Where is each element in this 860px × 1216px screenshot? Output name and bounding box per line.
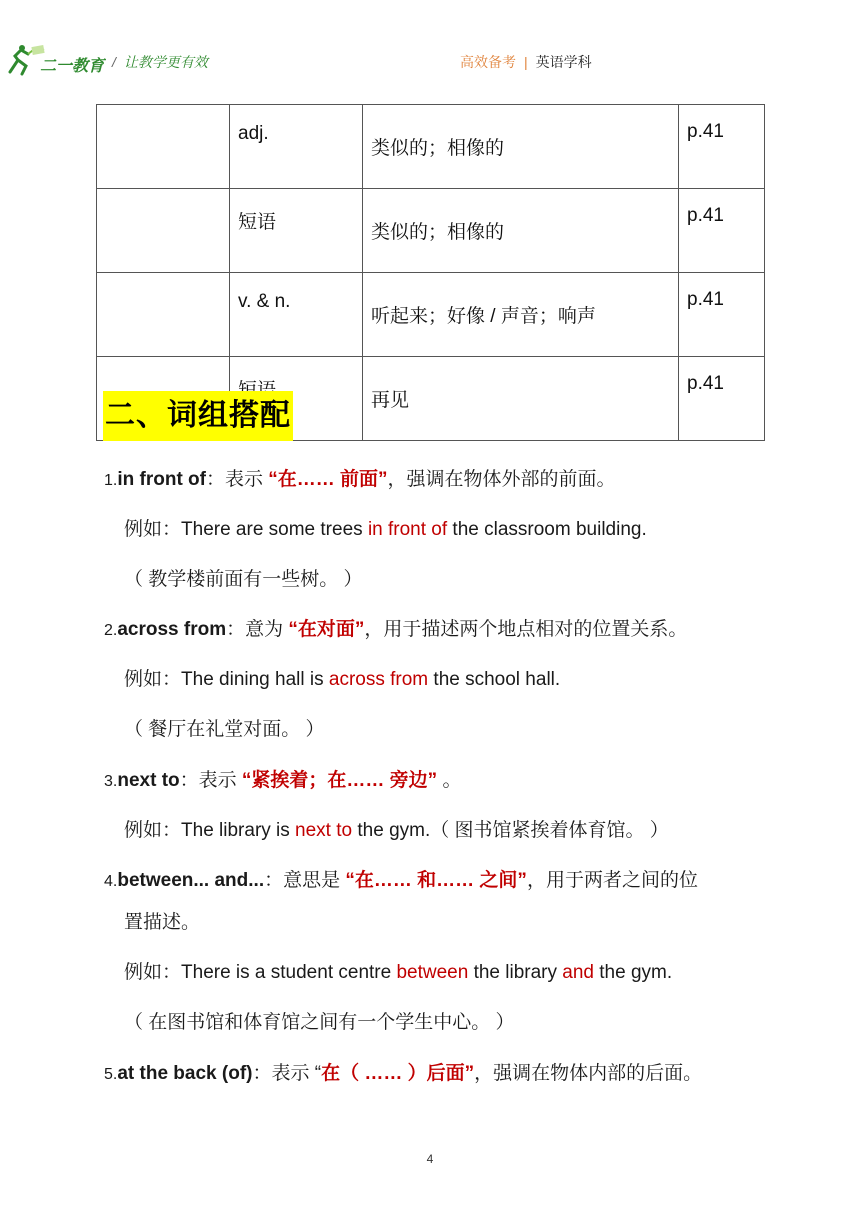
slogan: / 让教学更有效 <box>112 54 208 70</box>
phrase-item-2: 2.across from：意为 “在对面”，用于描述两个地点相对的位置关系。 <box>104 619 688 640</box>
highlighted-phrase: across from <box>328 669 429 690</box>
svg-text:二一教育: 二一教育 <box>40 58 105 75</box>
table-row <box>97 105 765 189</box>
page-cell: p.41 <box>679 357 765 441</box>
example-translation: （ 餐厅在礼堂对面。 ） <box>124 719 325 740</box>
example-sentence: 例如：The dining hall is across from the school hall. <box>124 669 561 690</box>
logo-icon <box>6 44 106 78</box>
highlighted-phrase: between <box>396 962 469 983</box>
meaning-cell: 再见 <box>363 357 679 441</box>
phrase-item-5: 5.at the back (of)：表示 “在（ …… ）后面”，强调在物体内部的后面。 <box>104 1063 703 1084</box>
section-title: 二、词组搭配 <box>103 391 293 441</box>
example-translation: （ 在图书馆和体育馆之间有一个学生中心。 ） <box>124 1012 515 1033</box>
highlighted-phrase: in front of <box>367 519 448 540</box>
highlighted-phrase: next to <box>295 820 353 841</box>
phrase-term: between... and... <box>117 870 265 891</box>
phrase-term: across from <box>117 619 227 640</box>
phrase-meaning: “在…… 和…… 之间” <box>345 870 527 891</box>
page-cell: p.41 <box>679 189 765 273</box>
phrase-meaning: “紧挨着；在…… 旁边” <box>241 770 438 791</box>
phrase-term: in front of <box>117 469 206 490</box>
meaning-cell: 听起来；好像 / 声音；响声 <box>363 273 679 357</box>
page-header <box>0 0 860 90</box>
word-cell <box>97 189 230 273</box>
phrase-meaning: 在（ …… ）后面” <box>321 1063 475 1084</box>
phrase-meaning: “在对面” <box>288 619 365 640</box>
phrase-term: next to <box>117 770 180 791</box>
word-cell <box>97 273 230 357</box>
pos-cell: v. & n. <box>230 273 363 357</box>
phrase-meaning: “在…… 前面” <box>268 469 388 490</box>
phrase-item-3: 3.next to：表示 “紧挨着；在…… 旁边” 。 <box>104 770 462 791</box>
highlighted-phrase: and <box>562 962 594 983</box>
example-sentence: 例如：The library is next to the gym.（ 图书馆紧挨着体育馆。 ） <box>124 820 669 841</box>
header-subject: 高效备考 | 英语学科 <box>460 54 592 70</box>
meaning-cell: 类似的；相像的 <box>363 189 679 273</box>
pos-cell: adj. <box>230 105 363 189</box>
phrase-continuation: 置描述。 <box>124 912 201 933</box>
page-cell: p.41 <box>679 273 765 357</box>
pos-cell: 短语 <box>230 189 363 273</box>
phrase-item-1: 1.in front of：表示 “在…… 前面”，强调在物体外部的前面。 <box>104 469 616 490</box>
phrase-item-4: 4.between... and...：意思是 “在…… 和…… 之间”，用于两者之间的位 <box>104 870 698 891</box>
page-cell: p.41 <box>679 105 765 189</box>
example-sentence: 例如：There are some trees in front of the classroom building. <box>124 519 647 540</box>
table-row <box>97 273 765 357</box>
meaning-cell: 类似的；相像的 <box>363 105 679 189</box>
phrase-term: at the back (of) <box>117 1063 253 1084</box>
example-sentence: 例如：There is a student centre between the library and the gym. <box>124 962 673 983</box>
page-number: 4 <box>426 1152 434 1166</box>
example-translation: （ 教学楼前面有一些树。 ） <box>124 569 363 590</box>
table-row <box>97 189 765 273</box>
word-cell <box>97 105 230 189</box>
